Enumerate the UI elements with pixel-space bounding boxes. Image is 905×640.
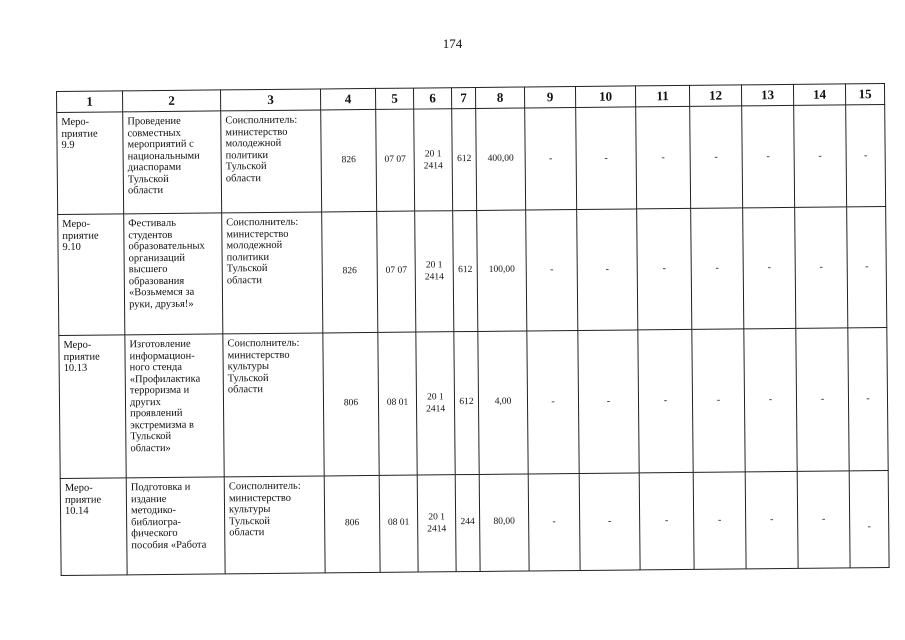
expense-type-cell: 612 [454,331,479,474]
expense-type-cell: 612 [452,108,477,210]
table-row [60,471,889,576]
measure-number-cell: Меро- приятие 9.9 [57,112,124,215]
grbs-cell: 826 [322,211,378,333]
year-value-cell: - [848,328,888,471]
measure-name-cell: Подготовка и издание методико- библиогра- фического пособия «Работа [126,477,225,575]
amount-cell: 100,00 [477,210,527,331]
year-value-text: - [867,521,871,533]
section-cell: 07 07 [377,211,416,332]
year-value-cell: - [636,106,691,209]
section-cell: 08 01 [378,332,417,475]
year-value-cell: - [578,330,639,474]
executor-cell: Соисполнитель: министерство молодежной политики Тульской области [222,212,323,334]
year-value-cell: - [794,105,847,207]
year-value-cell: - [691,208,744,329]
year-value-cell: - [796,328,849,471]
measure-name-cell: Проведение совместных мероприятий с национальными диаспорами Тульской области [123,111,222,214]
column-header: 8 [475,87,524,108]
year-value-cell: - [577,209,638,331]
year-value-cell: - [742,105,795,207]
column-header: 5 [375,88,413,109]
column-header: 14 [793,84,845,105]
column-header: 10 [575,86,635,108]
section-cell: 07 07 [376,109,415,211]
column-header: 1 [57,91,123,113]
executor-cell: Соисполнитель: министерство культуры Тульской области [224,476,325,574]
year-value-cell: - [743,207,796,328]
table-row [59,328,888,479]
measure-number-cell: Меро- приятие 10.13 [59,335,126,479]
table-row [58,207,887,336]
grbs-cell: 806 [323,332,379,476]
year-value-cell: - [693,472,746,569]
column-header: 4 [320,88,375,110]
target-article-cell: 20 1 2414 [417,475,456,572]
column-header: 15 [845,84,884,105]
grbs-cell: 826 [321,109,377,212]
year-value-cell: - [527,331,579,474]
year-value-cell: - [797,471,850,568]
amount-cell: 80,00 [479,474,529,571]
year-value-cell: - [846,105,886,207]
expense-type-cell: 244 [455,474,480,571]
year-value-cell: - [795,207,848,328]
column-header: 12 [689,85,741,106]
year-value-cell: - [579,473,640,571]
year-value-cell: - [528,473,580,570]
grbs-cell: 806 [324,475,380,573]
amount-cell: 400,00 [476,108,526,210]
measure-name-cell: Фестиваль студентов образовательных организаций высшего образования «Возьмемся за руки, друзья!» [124,213,223,335]
year-value-cell: - [692,329,745,472]
column-header: 6 [413,88,451,109]
budget-table [56,83,890,576]
column-header: 2 [123,90,221,112]
executor-cell: Соисполнитель: министерство культуры Тульской области [223,333,324,477]
year-value-cell: - [639,472,694,570]
amount-cell: 4,00 [478,331,528,474]
measure-number-cell: Меро- приятие 9.10 [58,214,125,336]
year-value-cell: - [525,108,577,210]
year-value-cell: - [744,328,797,471]
measure-name-cell: Изготовление информацион- ного стенда «Профилактика терроризма и других проявлений экстремизма в Тульской области» [125,334,224,478]
expense-type-cell: 612 [453,210,478,331]
year-value-cell: - [847,207,887,328]
target-article-cell: 20 1 2414 [415,211,454,332]
year-value-cell: - [638,329,693,473]
year-value-cell [849,471,889,568]
year-value-cell: - [637,208,692,330]
section-cell: 08 01 [379,475,418,572]
target-article-cell: 20 1 2414 [416,332,455,475]
column-header: 9 [524,87,575,108]
executor-cell: Соисполнитель: министерство молодежной политики Тульской области [221,110,322,213]
year-value-cell: - [526,210,578,331]
column-header: 11 [635,85,689,107]
table-row [57,105,886,215]
target-article-cell: 20 1 2414 [414,109,453,211]
column-header: 7 [451,87,475,108]
measure-number-cell: Меро- приятие 10.14 [60,478,127,576]
page-number: 174 [442,36,463,51]
column-header: 3 [220,89,320,111]
year-value-cell: - [745,471,798,568]
column-header: 13 [741,84,793,105]
year-value-cell: - [576,107,637,210]
year-value-cell: - [690,106,743,208]
